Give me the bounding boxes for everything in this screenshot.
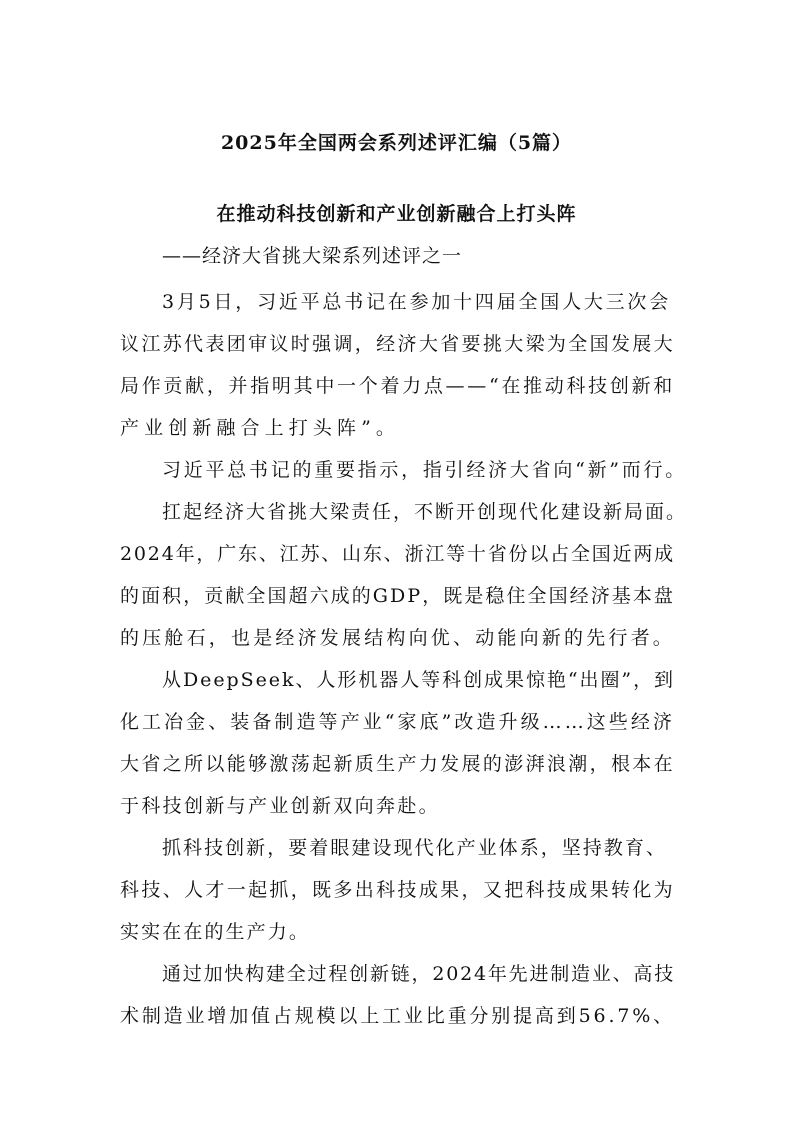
body-line: 扛起经济大省挑大梁责任，不断开创现代化建设新局面。 <box>162 501 687 523</box>
body-line: 3月5日，习近平总书记在参加十四届全国人大三次会 <box>162 291 671 313</box>
body-line: 从DeepSeek、人形机器人等科创成果惊艳“出圈”，到 <box>162 669 675 691</box>
body-line: 抓科技创新，要着眼建设现代化产业体系，坚持教育、 <box>162 837 667 859</box>
body-line: 习近平总书记的重要指示，指引经济大省向“新”而行。 <box>162 459 687 481</box>
body-line: 的压舱石，也是经济发展结构向优、动能向新的先行者。 <box>120 627 675 649</box>
series-subtitle: ——经济大省挑大梁系列述评之一 <box>162 245 463 267</box>
body-line: 大省之所以能够激荡起新质生产力发展的澎湃浪潮，根本在 <box>120 753 675 775</box>
body-line: 通过加快构建全过程创新链，2024年先进制造业、高技 <box>162 963 675 985</box>
body-line: 于科技创新与产业创新双向奔赴。 <box>120 795 440 817</box>
body-line: 化工冶金、装备制造等产业“家底”改造升级……这些经济 <box>120 711 675 733</box>
body-line: 产业创新融合上打头阵”。 <box>120 417 400 439</box>
body-line: 科技、人才一起抓，既多出科技成果，又把科技成果转化为 <box>120 879 675 901</box>
article-title: 在推动科技创新和产业创新融合上打头阵 <box>216 203 577 225</box>
body-line: 的面积，贡献全国超六成的GDP，既是稳住全国经济基本盘 <box>120 585 675 607</box>
body-line: 议江苏代表团审议时强调，经济大省要挑大梁为全国发展大 <box>120 333 675 355</box>
document-title: 2025年全国两会系列述评汇编（5篇） <box>220 132 573 154</box>
body-line: 术制造业增加值占规模以上工业比重分别提高到56.7%、 <box>120 1005 675 1027</box>
body-line: 实实在在的生产力。 <box>120 921 310 943</box>
body-line: 局作贡献，并指明其中一个着力点——“在推动科技创新和 <box>120 375 675 397</box>
body-line: 2024年，广东、江苏、山东、浙江等十省份以占全国近两成 <box>120 543 675 565</box>
